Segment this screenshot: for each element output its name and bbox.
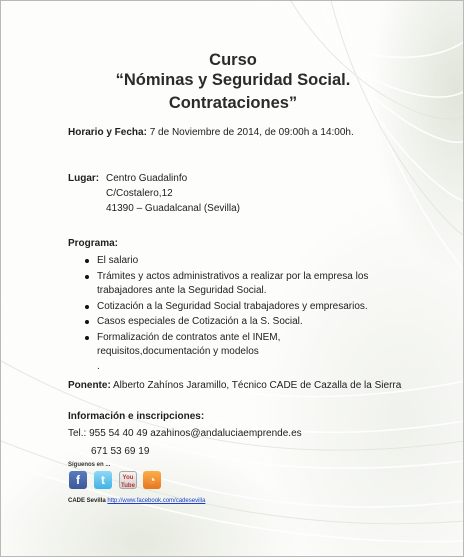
contact-heading: Información e inscripciones: <box>68 411 205 422</box>
schedule-value: 7 de Noviembre de 2014, de 09:00h a 14:00h. <box>146 127 354 138</box>
cade-label: CADE Sevilla <box>68 498 106 504</box>
program-item: Trámites y actos administrativos a realizar por la empresa los trabajadores ante la Seguridad Social. <box>85 270 415 299</box>
rss-icon[interactable]: ◔ <box>143 471 161 489</box>
contact-phone-email: Tel.: 955 54 40 49 azahinos@andaluciaemprende.es <box>68 428 302 439</box>
cade-footer <box>68 498 205 504</box>
facebook-link[interactable]: http://www.facebook.com/cadesevilla <box>107 498 206 504</box>
program-list <box>85 254 415 375</box>
facebook-icon[interactable]: f <box>69 471 87 489</box>
twitter-icon[interactable]: t <box>94 471 112 489</box>
place-label: Lugar: <box>68 173 100 184</box>
schedule-line <box>68 126 354 139</box>
program-label: Programa: <box>68 238 119 249</box>
contact-phone2: 671 53 69 19 <box>91 446 150 457</box>
schedule-label: Horario y Fecha: <box>68 127 147 138</box>
follow-us-label: Síguenos en ... <box>68 462 111 468</box>
speaker-label: Ponente: <box>68 380 111 391</box>
place-line2: C/Costalero,12 <box>106 188 173 199</box>
place-line1: Centro Guadalinfo <box>106 173 188 184</box>
course-title-line2: Contrataciones” <box>168 94 298 112</box>
course-title-line1: “Nóminas y Seguridad Social. <box>115 71 351 89</box>
youtube-icon[interactable]: You Tube <box>119 471 137 489</box>
place-line3: 41390 – Guadalcanal (Sevilla) <box>106 203 240 214</box>
speaker-value: Alberto Zahínos Jaramillo, Técnico CADE de Cazalla de la Sierra <box>110 380 402 391</box>
course-label: Curso <box>209 51 257 69</box>
program-item: El salario <box>85 254 415 269</box>
program-item: Casos especiales de Cotización a la S. Social. <box>85 315 415 330</box>
program-item: Cotización a la Seguridad Social trabajadores y empresarios. <box>85 300 415 315</box>
speaker-line <box>68 379 401 392</box>
program-item: Formalización de contratos ante el INEM, requisitos,documentación y modelos . <box>85 331 415 375</box>
